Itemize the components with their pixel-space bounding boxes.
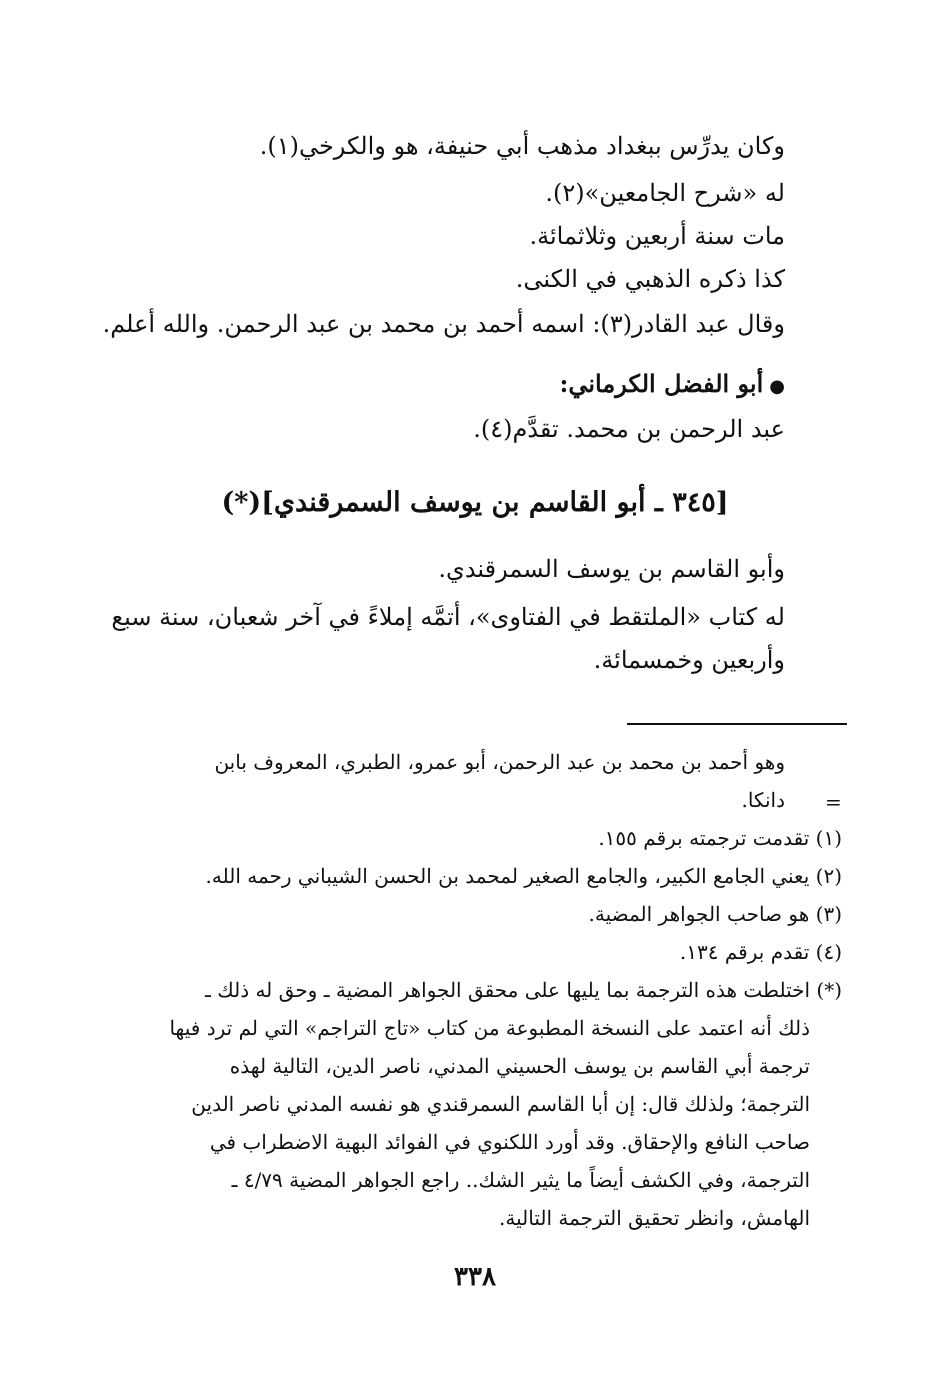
- continuation-mark: =: [825, 790, 842, 814]
- footnote-1: (١) تقدمت ترجمته برقم ١٥٥.: [598, 826, 842, 850]
- footnote-4: (٤) تقدم برقم ١٣٤.: [679, 940, 842, 964]
- footnote-continuation-2: دانكا.: [741, 788, 785, 812]
- entry-text: عبد الرحمن بن محمد. تقدَّم(٤).: [473, 415, 785, 443]
- star-note-line-3: ترجمة أبي القاسم بن يوسف الحسيني المدني، ناصر الدين، التالية لهذه: [229, 1054, 810, 1078]
- star-note-line-5: صاحب النافع والإحقاق. وقد أورد اللكنوي في الفوائد البهية الاضطراب في: [209, 1130, 810, 1154]
- footnote-2: (٢) يعني الجامع الكبير، والجامع الصغير لمحمد بن الحسن الشيباني رحمه الله.: [205, 864, 842, 888]
- section-line-3: وأربعين وخمسمائة.: [593, 646, 785, 674]
- entry-title: أبو الفضل الكرماني:: [559, 369, 764, 398]
- star-note-line-4: الترجمة؛ ولذلك قال: إن أبا القاسم السمرقندي هو نفسه المدني ناصر الدين: [191, 1092, 810, 1116]
- footnote-continuation-1: وهو أحمد بن محمد بن عبد الرحمن، أبو عمرو، الطبري، المعروف بابن: [214, 750, 785, 774]
- star-note-line-1: (*) اختلطت هذه الترجمة بما يليها على محقق الجواهر المضية ـ وحق له ذلك ـ: [205, 978, 842, 1002]
- page-number: ٣٣٨: [454, 1262, 496, 1292]
- main-line-3: مات سنة أربعين وثلاثمائة.: [529, 222, 785, 250]
- footnote-divider: [627, 723, 847, 725]
- section-line-1: وأبو القاسم بن يوسف السمرقندي.: [438, 555, 785, 583]
- main-line-4: كذا ذكره الذهبي في الكنى.: [515, 265, 785, 293]
- star-note-line-2: ذلك أنه اعتمد على النسخة المطبوعة من كتاب «تاج التراجم» التي لم ترد فيها: [169, 1016, 810, 1040]
- section-line-2: له كتاب «الملتقط في الفتاوى»، أتمَّه إملاءً في آخر شعبان، سنة سبع: [111, 603, 785, 631]
- main-line-1: وكان يدرِّس ببغداد مذهب أبي حنيفة، هو والكرخي(١).: [259, 132, 785, 160]
- star-note-line-7: الهامش، وانظر تحقيق الترجمة التالية.: [499, 1206, 810, 1230]
- footnote-3: (٣) هو صاحب الجواهر المضية.: [588, 902, 842, 926]
- main-line-5: وقال عبد القادر(٣): اسمه أحمد بن محمد بن عبد الرحمن. والله أعلم.: [102, 310, 785, 338]
- star-note-line-6: الترجمة، وفي الكشف أيضاً ما يثير الشك.. راجع الجواهر المضية ٤/٧٩ ـ: [231, 1168, 810, 1192]
- entry-title-line: [560, 370, 785, 399]
- section-heading: [٣٤٥ ـ أبو القاسم بن يوسف السمرقندي](*): [221, 487, 729, 518]
- main-line-2: له «شرح الجامعين»(٢).: [545, 179, 785, 207]
- bullet-icon: ●: [769, 376, 785, 397]
